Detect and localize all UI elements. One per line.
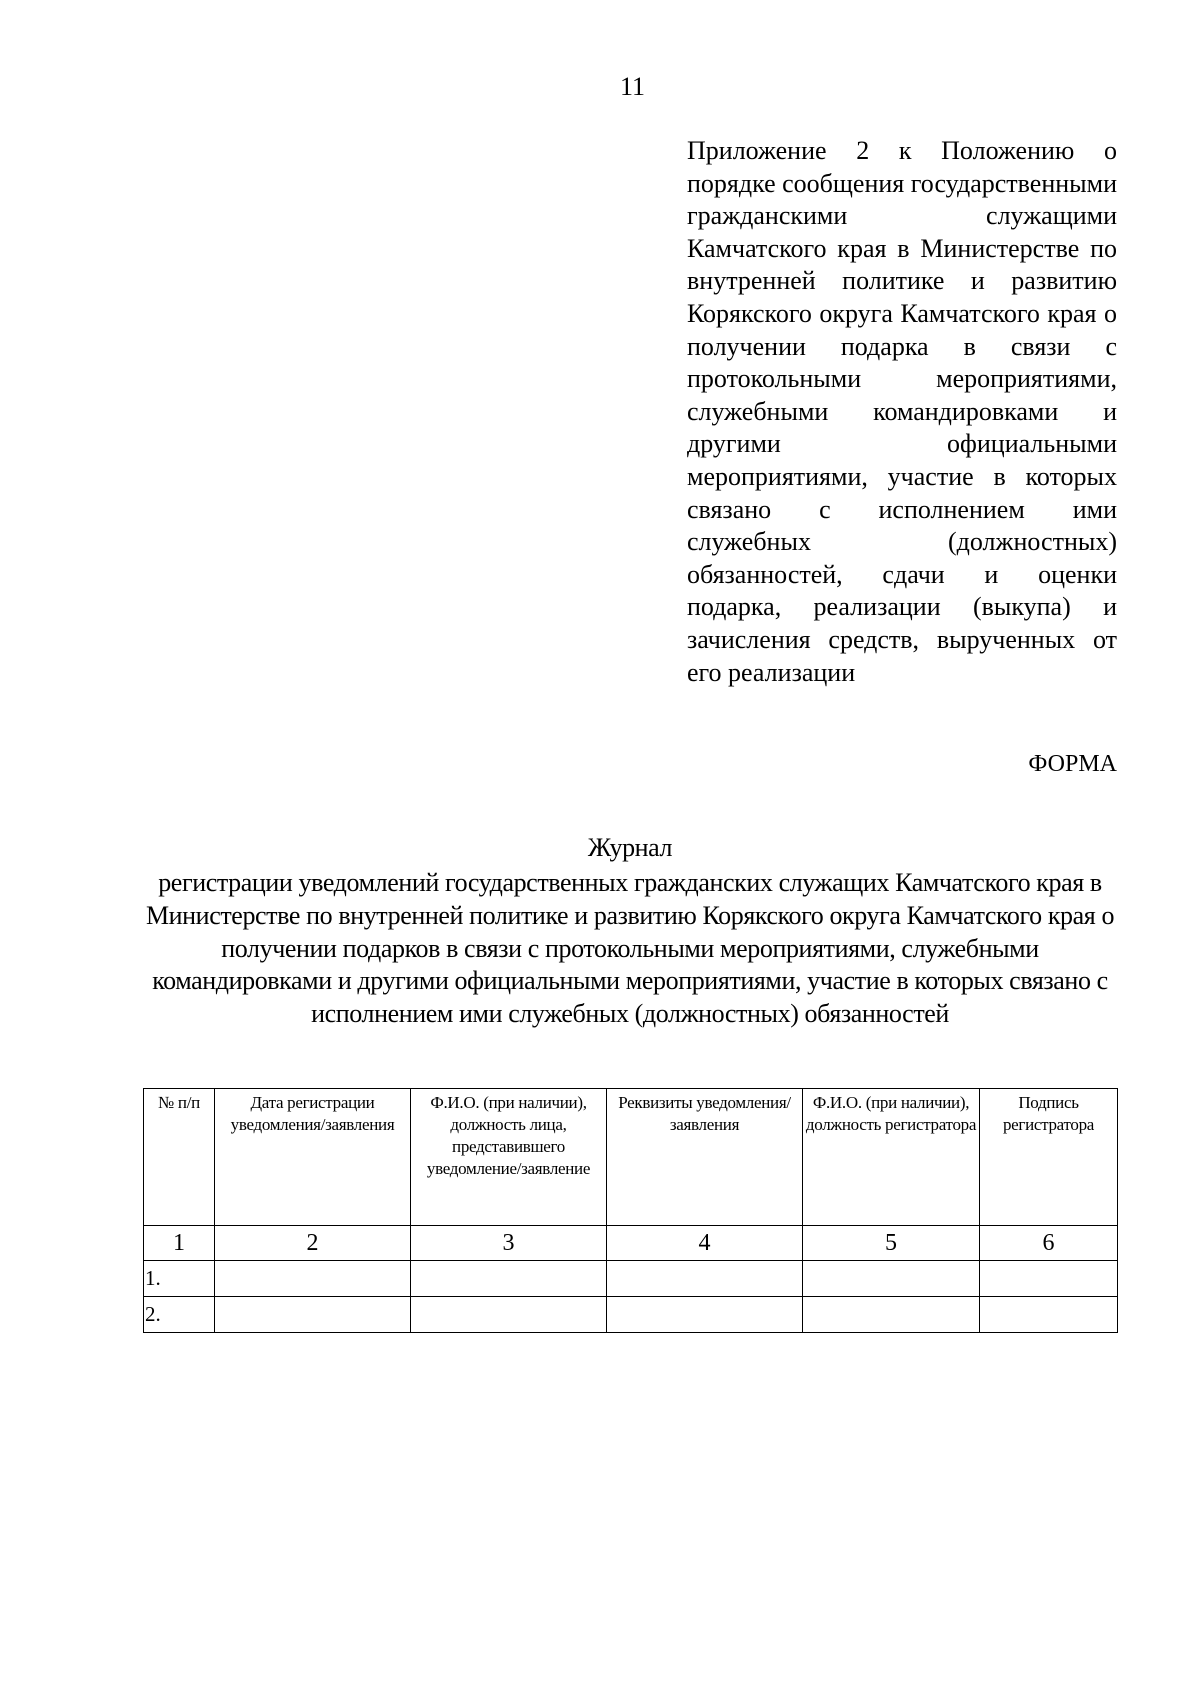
column-number: 4 bbox=[607, 1226, 803, 1261]
table-cell bbox=[980, 1261, 1118, 1297]
header-cell-number: № п/п bbox=[144, 1089, 215, 1226]
table-cell bbox=[215, 1261, 411, 1297]
table-cell bbox=[607, 1297, 803, 1333]
appendix-note: Приложение 2 к Положению о порядке сообщения государственными гражданскими служащими Камчатского края в Министерстве по внутренней политике и развитию Корякского округа Камчатского края о получении подарка в связи с протокольными мероприятиями, служебными командировками и другими официальными мероприятиями, участие в которых связано с исполнением ими служебных (должностных) обязанностей, сдачи и оценки подарка, реализации (выкупа) и зачисления средств, вырученных от его реализации bbox=[687, 136, 1117, 687]
row-index: 1. bbox=[144, 1261, 215, 1297]
table-header-row bbox=[144, 1089, 1118, 1226]
header-cell-registration-date: Дата регистрации уведомления/заявления bbox=[215, 1089, 411, 1226]
register-table bbox=[143, 1088, 1118, 1333]
header-cell-registrar-name: Ф.И.О. (при наличии), должность регистратора bbox=[803, 1089, 980, 1226]
header-cell-details: Реквизиты уведомления/заявления bbox=[607, 1089, 803, 1226]
header-cell-submitter: Ф.И.О. (при наличии), должность лица, представившего уведомление/заявление bbox=[411, 1089, 607, 1226]
table-row bbox=[144, 1261, 1118, 1297]
table-cell bbox=[803, 1297, 980, 1333]
column-number: 1 bbox=[144, 1226, 215, 1261]
column-number-row bbox=[144, 1226, 1118, 1261]
column-number: 6 bbox=[980, 1226, 1118, 1261]
table-cell bbox=[411, 1297, 607, 1333]
table-row bbox=[144, 1297, 1118, 1333]
table-cell bbox=[980, 1297, 1118, 1333]
header-cell-registrar-signature: Подпись регистратора bbox=[980, 1089, 1118, 1226]
page-number: 11 bbox=[619, 72, 646, 101]
column-number: 2 bbox=[215, 1226, 411, 1261]
table-cell bbox=[215, 1297, 411, 1333]
column-number: 5 bbox=[803, 1226, 980, 1261]
column-number: 3 bbox=[411, 1226, 607, 1261]
form-label: ФОРМА bbox=[1028, 751, 1117, 777]
table-cell bbox=[803, 1261, 980, 1297]
journal-subtitle: регистрации уведомлений государственных гражданских служащих Камчатского края в Министерстве по внутренней политике и развитию Корякского округа Камчатского края о получении подарков в связи с протокольными мероприятиями, служебными командировками и другими официальными мероприятиями, участие в которых связано с исполнением ими служебных (должностных) обязанностей bbox=[145, 868, 1115, 1029]
table-cell bbox=[607, 1261, 803, 1297]
row-index: 2. bbox=[144, 1297, 215, 1333]
journal-title: Журнал bbox=[587, 833, 673, 862]
table-cell bbox=[411, 1261, 607, 1297]
